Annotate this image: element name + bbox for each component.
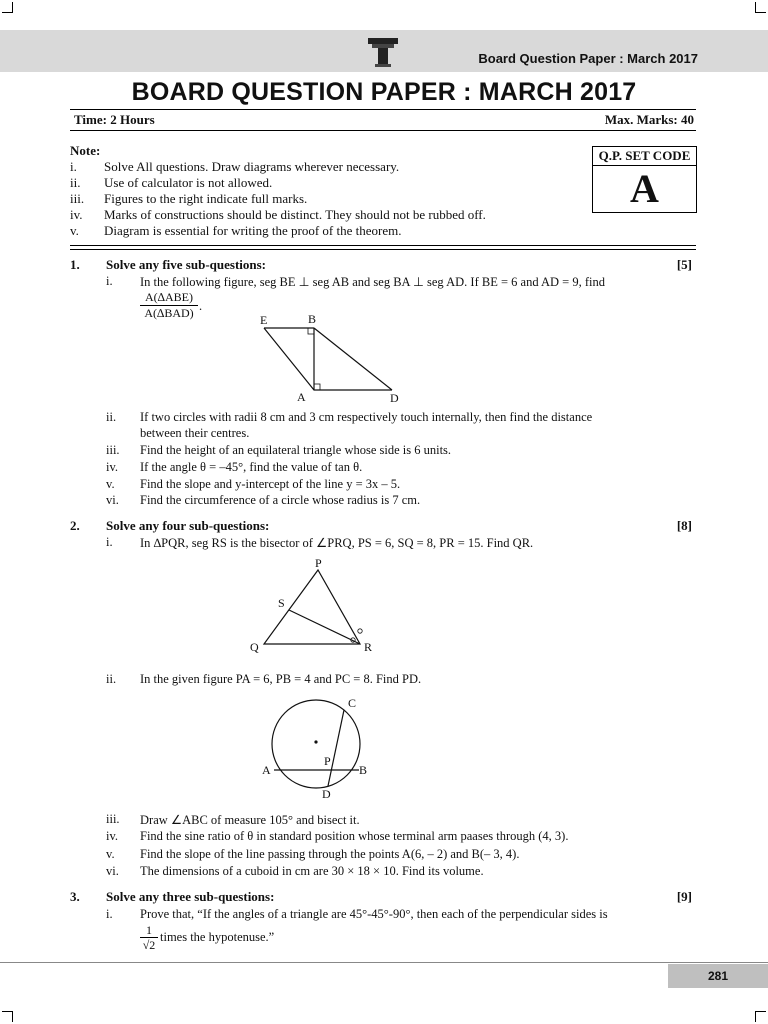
- max-marks-label: Max. Marks: 40: [604, 112, 694, 127]
- q1-i-fraction: A(∆ABE) A(∆BAD): [140, 290, 198, 321]
- crop-mark-tr: [755, 2, 766, 13]
- label-r: R: [364, 640, 373, 654]
- q1-ii-text-cont: between their centres.: [140, 426, 250, 440]
- q2-v-number: v.: [106, 847, 115, 861]
- page-title: BOARD QUESTION PAPER : MARCH 2017: [131, 78, 637, 106]
- label-p: P: [315, 556, 322, 570]
- section-divider: [70, 245, 696, 250]
- q1-i-number: i.: [106, 274, 113, 288]
- q1-number: 1.: [70, 257, 80, 272]
- note-item: ii. Use of calculator is not allowed.: [70, 175, 273, 190]
- q1-i-fraction-tail: .: [199, 299, 203, 313]
- q2-iv-number: iv.: [106, 829, 119, 843]
- q2-v-text: Find the slope of the line passing through the points A(6, – 2) and B(– 3, 4).: [140, 847, 520, 861]
- q1-iii-number: iii.: [106, 443, 120, 457]
- label-b2: B: [359, 763, 368, 777]
- label-c: C: [348, 696, 357, 710]
- crop-mark-br: [755, 1011, 766, 1022]
- q3-i-number: i.: [106, 907, 113, 921]
- note-item: v. Diagram is essential for writing the proof of the theorem.: [70, 223, 402, 238]
- running-head: Board Question Paper : March 2017: [478, 51, 698, 66]
- q2-i-text: In ∆PQR, seg RS is the bisector of ∠PRQ, PS = 6, SQ = 8, PR = 15. Find QR.: [140, 536, 534, 550]
- q1-figure-quadrilateral: [250, 310, 410, 405]
- q3-number: 3.: [70, 889, 80, 904]
- label-b: B: [308, 312, 317, 326]
- q2-i-number: i.: [106, 535, 113, 549]
- q3-i-fraction: $\frac{1}{√2}$: [140, 923, 158, 952]
- q1-ii-text: If two circles with radii 8 cm and 3 cm respectively touch internally, then find the distance: [140, 410, 593, 424]
- label-s: S: [278, 596, 285, 610]
- crop-mark-bl: [2, 1011, 13, 1022]
- note-item: iii. Figures to the right indicate full marks.: [70, 191, 308, 206]
- q2-iii-number: iii.: [106, 812, 120, 826]
- label-p2: P: [324, 754, 331, 768]
- q1-iii-text: Find the height of an equilateral triangle whose side is 6 units.: [140, 443, 452, 457]
- note-heading: Note:: [70, 143, 101, 158]
- q1-iv-text: If the angle θ = –45°, find the value of tan θ.: [140, 460, 363, 474]
- q1-v-text: Find the slope and y-intercept of the line y = 3x – 5.: [140, 477, 401, 491]
- label-e: E: [260, 313, 268, 327]
- q1-ii-number: ii.: [106, 410, 117, 424]
- label-a: A: [297, 390, 306, 404]
- set-code-value: A: [630, 166, 659, 211]
- q2-number: 2.: [70, 518, 80, 533]
- crop-mark-tl: [2, 2, 13, 13]
- q2-iii-text: Draw ∠ABC of measure 105° and bisect it.: [140, 813, 360, 827]
- label-d: D: [390, 391, 399, 405]
- q2-marks: [8]: [676, 518, 692, 533]
- q3-i-text: Prove that, “If the angles of a triangle are 45°-45°-90°, then each of the perpendicular sides is: [140, 907, 608, 921]
- q3-marks: [9]: [676, 889, 692, 904]
- set-code-label: Q.P. SET CODE: [593, 147, 696, 166]
- time-label: Time: 2 Hours: [74, 112, 155, 127]
- q1-v-number: v.: [106, 477, 115, 491]
- q2-iv-text: Find the sine ratio of θ in standard position whose terminal arm paases through (4, 3).: [140, 829, 569, 843]
- meta-row: [70, 109, 696, 131]
- footer-rule: [0, 962, 768, 963]
- q2-vi-text: The dimensions of a cuboid in cm are 30 × 18 × 10. Find its volume.: [140, 864, 484, 878]
- note-item: i. Solve All questions. Draw diagrams wherever necessary.: [70, 159, 400, 174]
- page-number: 281: [668, 964, 768, 988]
- label-d2: D: [322, 787, 331, 801]
- q2-vi-number: vi.: [106, 864, 119, 878]
- q1-vi-number: vi.: [106, 493, 119, 507]
- set-code-box: [592, 146, 697, 213]
- q2-ii-number: ii.: [106, 672, 117, 686]
- q2-heading: Solve any four sub-questions:: [106, 518, 270, 533]
- q3-heading: Solve any three sub-questions:: [106, 889, 275, 904]
- q2-figure-triangle: [240, 556, 390, 656]
- label-a2: A: [262, 763, 271, 777]
- q1-heading: Solve any five sub-questions:: [106, 257, 266, 272]
- q3-i-text-cont: times the hypotenuse.”: [160, 930, 275, 944]
- q2-figure-circle: [258, 694, 378, 802]
- q2-ii-text: In the given figure PA = 6, PB = 4 and PC = 8. Find PD.: [140, 672, 422, 686]
- q1-i-text: In the following figure, seg BE ⊥ seg AB and seg BA ⊥ seg AD. If BE = 6 and AD = 9, find: [140, 275, 605, 289]
- q1-iv-number: iv.: [106, 460, 119, 474]
- q1-vi-text: Find the circumference of a circle whose radius is 7 cm.: [140, 493, 421, 507]
- label-q: Q: [250, 640, 259, 654]
- note-item: iv. Marks of constructions should be distinct. They should not be rubbed off.: [70, 207, 486, 222]
- publisher-logo-icon: [366, 34, 400, 68]
- q1-marks: [5]: [676, 257, 692, 272]
